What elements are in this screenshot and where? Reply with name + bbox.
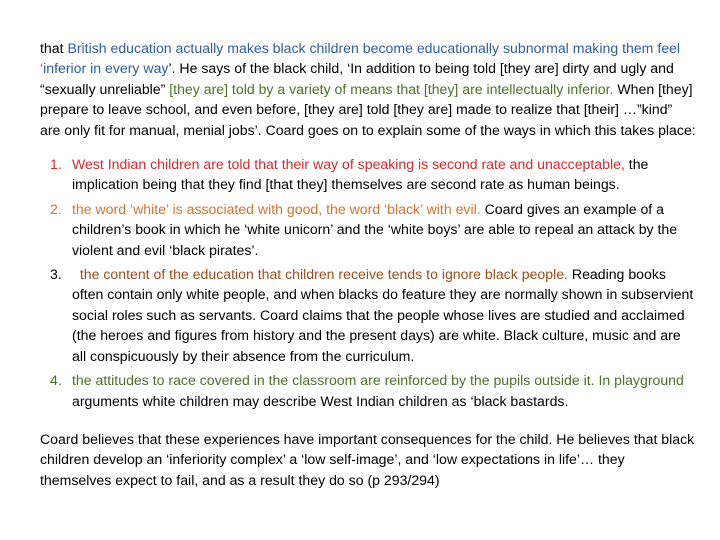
list-item-text: Reading books often contain only white people, and when blacks do feature they are normally shown in subservient social roles such as servants. Coard claims that the people whose lives are studied and acclaimed (the heroes and figures from history and the present days) are white. Black culture, music and are all conspicuously by their absence from the curriculum. — [72, 266, 694, 364]
list-number: 3. — [50, 266, 62, 283]
conclusion-paragraph: Coard believes that these experiences have important consequences for the child. He believes that black children develop an ‘inferiority complex’ a ‘low self-image’, and ‘low expectations in life’… they themselves expect to fail, and as a result they do so (p 293/294) — [40, 430, 695, 488]
list-item-highlight: West Indian children are told that their way of speaking is second rate and unacceptable, — [72, 156, 625, 173]
list-item-highlight: the content of the education that children receive tends to ignore black people. — [72, 266, 568, 283]
list-item — [40, 199, 696, 260]
list-item — [40, 154, 696, 195]
intro-part-2: ’. He says of the black child, ‘In addition to being told [they are] dirty and ugly and “sexually unreliable” — [40, 60, 674, 97]
list-number: 2. — [50, 200, 62, 217]
intro-highlight-intellectually-inferior: [they are] told by a variety of means that [they] are intellectually inferior. — [169, 80, 614, 97]
list-number: 1. — [50, 156, 62, 173]
list-item-text: the implication being that they find [that they] themselves are second rate as human beings. — [72, 156, 649, 193]
list-item-highlight: the word ‘white’ is associated with good, the word ‘black’ with evil. — [72, 200, 481, 217]
intro-paragraph — [40, 38, 696, 140]
list-number: 4. — [50, 372, 62, 389]
list-item-text: Coard gives an example of a children’s book in which he ‘white unicorn’ and the ‘white boys’ are able to repeal an attack by the violent and evil ‘black pirates’. — [72, 200, 678, 258]
intro-lead: that — [40, 40, 68, 56]
list-item-text: arguments white children may describe West Indian children as ‘black bastards. — [72, 392, 569, 409]
intro-part-3: When [they] prepare to leave school, and even before, [they are] told [they are] made to realize that [their] …”kind” are only fit for manual, menial jobs’. Coard goes on to explain some of the ways in which this takes place: — [40, 80, 696, 138]
list-item — [40, 264, 696, 366]
list-item — [40, 370, 696, 411]
list-item-highlight: the attitudes to race covered in the classroom are reinforced by the pupils outside it. In playground — [72, 372, 684, 389]
intro-highlight-british-education: British education actually makes black children become educationally subnormal making them feel ‘inferior in every way — [40, 40, 681, 77]
examples-list — [40, 154, 696, 411]
